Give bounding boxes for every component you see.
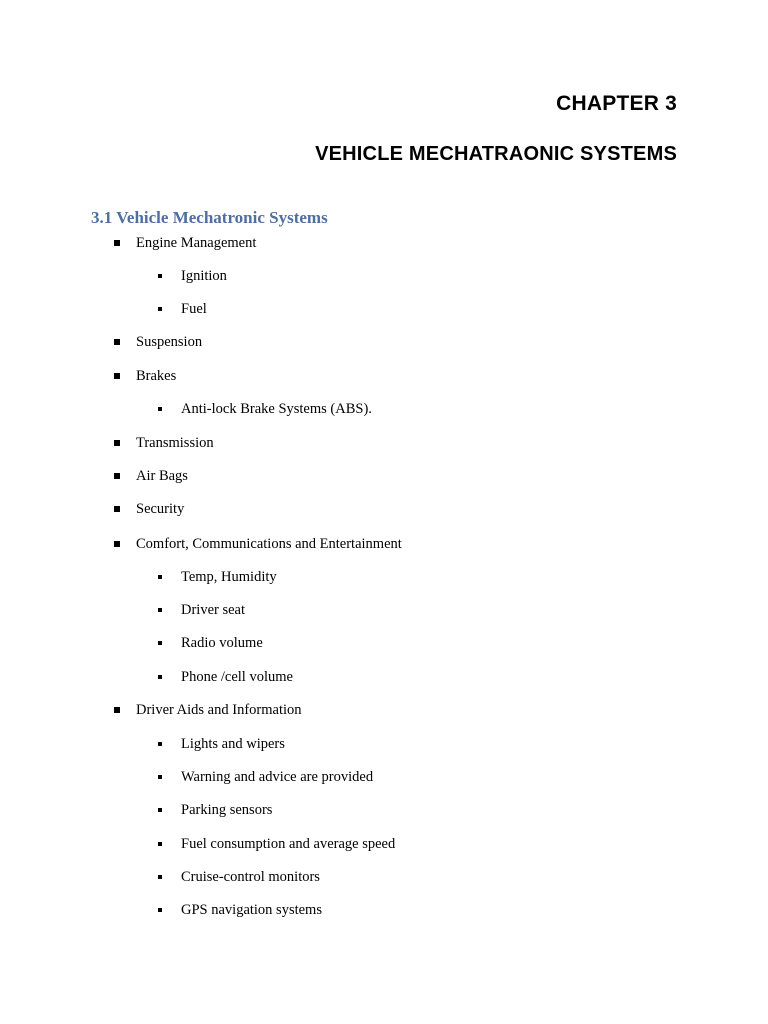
- small-square-bullet-icon: [158, 634, 162, 652]
- list-item-label: Comfort, Communications and Entertainment: [136, 536, 402, 552]
- square-bullet-icon: [114, 701, 120, 719]
- list-item-engine-management: [136, 234, 256, 252]
- small-square-bullet-icon: [158, 835, 162, 853]
- list-item-suspension: [136, 333, 202, 351]
- list-item-label: Suspension: [136, 334, 203, 350]
- square-bullet-icon: [114, 333, 120, 351]
- list-item-driver-aids: [136, 701, 302, 719]
- list-item-label: Security: [136, 501, 185, 517]
- list-item-security: [136, 500, 184, 518]
- list-item-phone-volume: [181, 668, 293, 686]
- list-item-label: Parking sensors: [181, 802, 273, 818]
- list-item-label: Temp, Humidity: [181, 569, 277, 585]
- list-item-label: Lights and wipers: [181, 736, 285, 752]
- list-item-label: GPS navigation systems: [181, 902, 322, 918]
- small-square-bullet-icon: [158, 300, 162, 318]
- square-bullet-icon: [114, 467, 120, 485]
- list-item-label: Cruise-control monitors: [181, 869, 320, 885]
- list-item-warning-advice: [181, 768, 373, 786]
- list-item-label: Phone /cell volume: [181, 669, 293, 685]
- small-square-bullet-icon: [158, 668, 162, 686]
- list-item-parking-sensors: [181, 801, 272, 819]
- list-item-radio-volume: [181, 634, 263, 652]
- list-item-transmission: [136, 434, 214, 452]
- list-item-label: Ignition: [181, 268, 227, 284]
- list-item-gps-navigation: [181, 901, 322, 919]
- square-bullet-icon: [114, 434, 120, 452]
- small-square-bullet-icon: [158, 601, 162, 619]
- list-item-temp-humidity: [181, 568, 277, 586]
- list-item-label: Driver Aids and Information: [136, 702, 302, 718]
- list-item-label: Radio volume: [181, 635, 263, 651]
- list-item-brakes: [136, 367, 176, 385]
- small-square-bullet-icon: [158, 901, 162, 919]
- small-square-bullet-icon: [158, 801, 162, 819]
- list-item-lights-wipers: [181, 735, 285, 753]
- list-item-driver-seat: [181, 601, 245, 619]
- chapter-title: VEHICLE MECHATRAONIC SYSTEMS: [315, 143, 677, 165]
- list-item-comfort: [136, 535, 402, 553]
- small-square-bullet-icon: [158, 735, 162, 753]
- list-item-fuel-consumption: [181, 835, 395, 853]
- list-item-air-bags: [136, 467, 188, 485]
- small-square-bullet-icon: [158, 568, 162, 586]
- list-item-label: Anti-lock Brake Systems (ABS).: [181, 401, 372, 417]
- list-item-label: Brakes: [136, 368, 177, 384]
- list-item-label: Transmission: [136, 435, 214, 451]
- list-item-label: Driver seat: [181, 602, 246, 618]
- square-bullet-icon: [114, 367, 120, 385]
- list-item-label: Fuel consumption and average speed: [181, 836, 396, 852]
- square-bullet-icon: [114, 535, 120, 553]
- small-square-bullet-icon: [158, 768, 162, 786]
- chapter-number: CHAPTER 3: [556, 92, 677, 115]
- square-bullet-icon: [114, 500, 120, 518]
- list-item-label: Engine Management: [136, 235, 257, 251]
- list-item-abs: [181, 400, 372, 418]
- square-bullet-icon: [114, 234, 120, 252]
- list-item-label: Fuel: [181, 301, 207, 317]
- small-square-bullet-icon: [158, 400, 162, 418]
- list-item-label: Warning and advice are provided: [181, 769, 374, 785]
- list-item-fuel: [181, 300, 207, 318]
- small-square-bullet-icon: [158, 868, 162, 886]
- small-square-bullet-icon: [158, 267, 162, 285]
- list-item-cruise-control: [181, 868, 320, 886]
- list-item-ignition: [181, 267, 227, 285]
- list-item-label: Air Bags: [136, 468, 188, 484]
- section-heading: 3.1 Vehicle Mechatronic Systems: [91, 208, 328, 227]
